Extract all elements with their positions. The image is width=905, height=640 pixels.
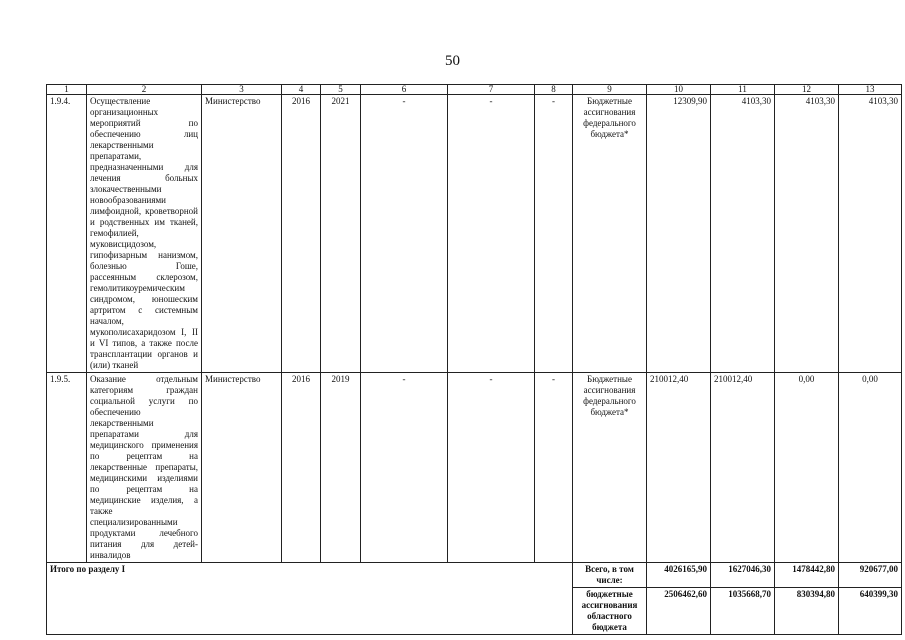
value-col10: 210012,40 [647,373,711,563]
total-value-col11: 1627046,30 [711,563,775,588]
measure-description: Оказание отдельным категориям граждан социальной услуги по обеспечению лекарственными препаратами для медицинского применения по рецептам на лекарственные препараты, медицинскими изделиями по рецептам на медицинские изделия, а также специализированными продуктами лечебного питания для детей-инвалидов [87,373,202,563]
total-all-label: Всего, в том числе: [573,563,647,588]
executor: Министерство [202,95,282,373]
regional-value-col11: 1035668,70 [711,588,775,635]
regional-value-col10: 2506462,60 [647,588,711,635]
regional-value-col13: 640399,30 [839,588,902,635]
column-header: 4 [282,85,321,95]
executor: Министерство [202,373,282,563]
column-header: 7 [448,85,535,95]
row-number: 1.9.4. [47,95,87,373]
total-row [47,563,902,588]
column-header: 9 [573,85,647,95]
total-value-col10: 4026165,90 [647,563,711,588]
value-col12: 0,00 [775,373,839,563]
cell-col6: - [361,95,448,373]
row-number: 1.9.5. [47,373,87,563]
column-header: 8 [535,85,573,95]
column-header: 2 [87,85,202,95]
end-year: 2021 [321,95,361,373]
cell-col7: - [448,373,535,563]
column-header: 6 [361,85,448,95]
column-header: 5 [321,85,361,95]
column-header: 12 [775,85,839,95]
start-year: 2016 [282,373,321,563]
value-col11: 4103,30 [711,95,775,373]
measure-description: Осуществление организационных мероприятий по обеспечению лиц лекарственными препаратами, предназначенными для лечения больных злокачественными новообразованиями лимфоидной, кроветворной и родственных им тканей, гемофилией, муковисцидозом, гипофизарным нанизмом, болезнью Гоше, рассеянным склерозом, гемолитикоуремическим синдромом, юношеским артритом с системным началом, мукополисахаридозом I, II и VI типов, а также после трансплантации органов и (или) тканей [87,95,202,373]
end-year: 2019 [321,373,361,563]
value-col13: 0,00 [839,373,902,563]
column-header: 10 [647,85,711,95]
funding-source: Бюджетные ассигнования федерального бюджета* [573,373,647,563]
header-row [47,85,902,95]
column-header: 13 [839,85,902,95]
total-value-col13: 920677,00 [839,563,902,588]
value-col10: 12309,90 [647,95,711,373]
total-value-col12: 1478442,80 [775,563,839,588]
value-col11: 210012,40 [711,373,775,563]
column-header: 3 [202,85,282,95]
program-table [46,84,902,635]
value-col12: 4103,30 [775,95,839,373]
cell-col8: - [535,373,573,563]
cell-col7: - [448,95,535,373]
table-row [47,95,902,373]
table-row [47,373,902,563]
regional-value-col12: 830394,80 [775,588,839,635]
start-year: 2016 [282,95,321,373]
regional-budget-label: бюджетные ассигнования областного бюджета [573,588,647,635]
section-total-label: Итого по разделу I [47,563,573,635]
funding-source: Бюджетные ассигнования федерального бюджета* [573,95,647,373]
cell-col8: - [535,95,573,373]
cell-col6: - [361,373,448,563]
column-header: 1 [47,85,87,95]
column-header: 11 [711,85,775,95]
page-number: 50 [445,53,460,69]
value-col13: 4103,30 [839,95,902,373]
